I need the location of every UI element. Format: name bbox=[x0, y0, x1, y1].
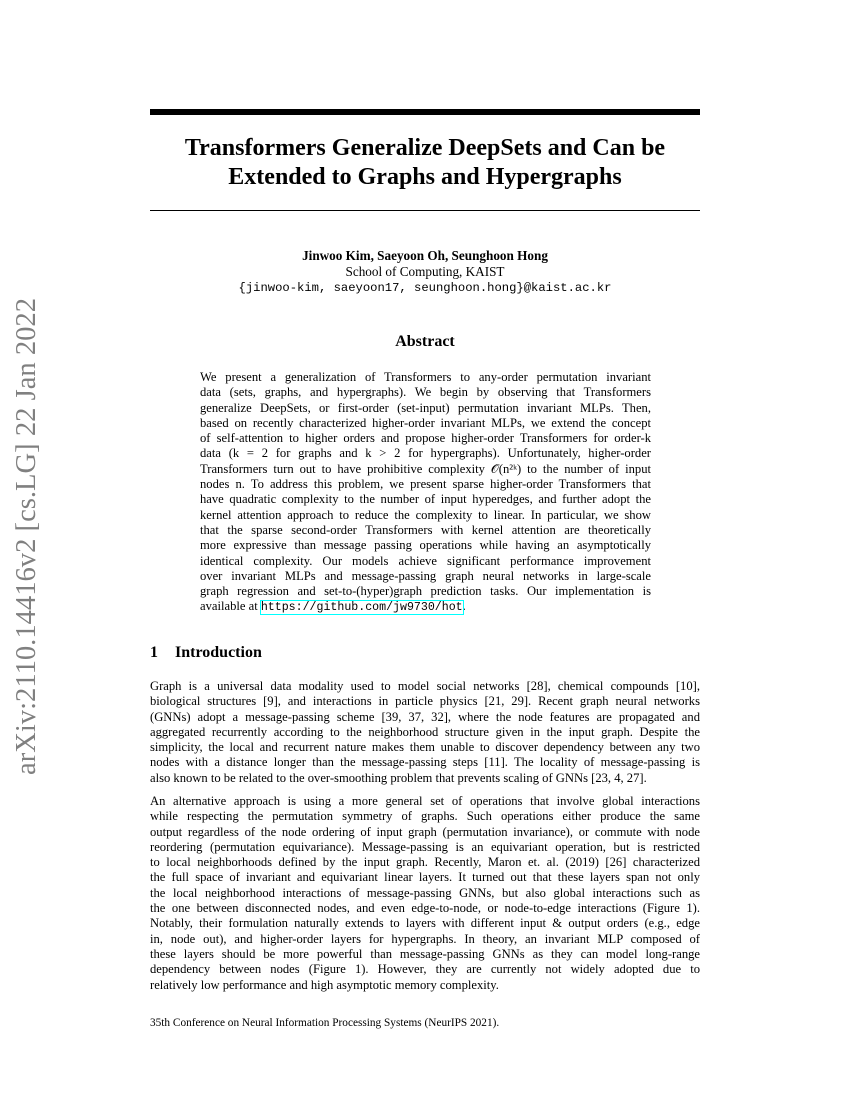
abstract-line: that the sparse second-order Transformers with kernel attention are theoretically bbox=[200, 522, 651, 537]
paragraph-line: dependency between nodes (Figure 1). However, they are currently not widely adopted due to bbox=[150, 962, 700, 977]
abstract-line: generalize DeepSets, or first-order (set-input) permutation invariant MLPs. Then, bbox=[200, 400, 651, 415]
abstract-line: over invariant MLPs and message-passing graph neural networks in large-scale bbox=[200, 568, 651, 583]
paragraph-line: (GNNs) adopt a message-passing scheme [39, 37, 32], where the node features are propagated and bbox=[150, 709, 700, 724]
intro-paragraph-1 bbox=[150, 679, 700, 786]
paragraph-line: output regardless of the node ordering of input graph (permutation invariance), or commute with node bbox=[150, 824, 700, 839]
paragraph-line: simplicity, the local and recurrent nature makes them unable to discover dependency between any two bbox=[150, 740, 700, 755]
abstract-body bbox=[200, 370, 651, 616]
paragraph-line: in, node out), and higher-order layers for hypergraphs. In theory, an invariant MLP composed of bbox=[150, 931, 700, 946]
conference-footer: 35th Conference on Neural Information Processing Systems (NeurIPS 2021). bbox=[150, 1017, 500, 1029]
paragraph-line: the one between disconnected nodes, and even edge-to-node, or node-to-edge interactions (Figure 1). bbox=[150, 901, 700, 916]
arxiv-identifier-stamp: arXiv:2110.14416v2 [cs.LG] 22 Jan 2022 bbox=[11, 297, 42, 775]
paragraph-line: Graph is a universal data modality used to model social networks [28], chemical compounds [10], bbox=[150, 679, 700, 693]
abstract-last-prefix: available at bbox=[200, 599, 261, 614]
paragraph-line: reordering (permutation equivariance). Message-passing is an equivariant operation, but is restricted bbox=[150, 839, 700, 854]
intro-paragraph-2 bbox=[150, 794, 700, 993]
abstract-last-suffix: . bbox=[462, 599, 466, 614]
abstract-line: based on recently characterized higher-order invariant MLPs, we extend the concept bbox=[200, 415, 651, 430]
title-line-1: Transformers Generalize DeepSets and Can be bbox=[184, 135, 666, 161]
paragraph-line: to local neighborhoods defined by the input graph. Recently, Maron et. al. (2019) [26] characterized bbox=[150, 855, 700, 870]
abstract-heading: Abstract bbox=[395, 333, 455, 350]
paragraph-line: the local neighborhood interactions of message-passing GNNs, but also global interactions such as bbox=[150, 885, 700, 900]
paper-title bbox=[150, 134, 700, 192]
paragraph-line: the full space of invariant and equivariant linear layers. It turned out that these layers span not only bbox=[150, 870, 700, 885]
paragraph-line: An alternative approach is using a more general set of operations that involve global interactions bbox=[150, 794, 700, 808]
abstract-line: Transformers turn out to have prohibitive complexity 𝒪(n²ᵏ) to the number of input bbox=[200, 461, 651, 476]
abstract-line: more expressive than message passing operations while having an asymptotically bbox=[200, 538, 651, 553]
title-top-rule bbox=[150, 109, 700, 115]
author-block bbox=[150, 248, 700, 296]
title-bottom-rule bbox=[150, 210, 700, 211]
author-emails: {jinwoo-kim, saeyoon17, seunghoon.hong}@kaist.ac.kr bbox=[238, 281, 612, 295]
paragraph-line: relatively low performance and high asymptotic memory complexity. bbox=[150, 977, 499, 992]
title-line-2: Extended to Graphs and Hypergraphs bbox=[228, 164, 622, 190]
paragraph-line: nodes with a distance longer than the message-passing steps [11]. The locality of message-passing is bbox=[150, 755, 700, 770]
paragraph-line: aggregated recurrently according to the neighborhood structure given in the input graph. Despite the bbox=[150, 724, 700, 739]
paragraph-line: while respecting the permutation symmetry of graphs. Such operations either produce the same bbox=[150, 809, 700, 824]
paragraph-line: Notably, their formulation naturally extends to layers with different input & output orders (e.g., edge bbox=[150, 916, 700, 931]
abstract-line: data (k = 2 for graphs and k > 2 for hypergraphs). Unfortunately, higher-order bbox=[200, 446, 651, 461]
abstract-line: of self-attention to higher orders and propose higher-order Transformers for order-k bbox=[200, 431, 651, 446]
abstract-line: nodes n. To address this problem, we present sparse higher-order Transformers that bbox=[200, 477, 651, 492]
section-heading-introduction bbox=[150, 644, 262, 662]
author-affiliation: School of Computing, KAIST bbox=[345, 264, 505, 279]
paragraph-line: also known to be related to the over-smoothing problem that prevents scaling of GNNs [23, 4, 27]. bbox=[150, 770, 647, 785]
author-names: Jinwoo Kim, Saeyoon Oh, Seunghoon Hong bbox=[302, 248, 548, 263]
section-number: 1 bbox=[150, 644, 158, 661]
paragraph-line: biological structures [9], and interactions in particle physics [21, 29]. Recent graph neural networks bbox=[150, 694, 700, 709]
abstract-line: We present a generalization of Transformers to any-order permutation invariant bbox=[200, 370, 651, 384]
abstract-line: graph regression and set-to-(hyper)graph prediction tasks. Our implementation is bbox=[200, 584, 651, 599]
abstract-line: identical complexity. Our models achieve significant performance improvement bbox=[200, 553, 651, 568]
section-title: Introduction bbox=[175, 644, 262, 661]
abstract-line: kernel attention approach to reduce the complexity to linear. In particular, we show bbox=[200, 507, 651, 522]
github-link[interactable]: https://github.com/jw9730/hot bbox=[260, 601, 463, 615]
paragraph-line: these layers should be more powerful than message-passing GNNs as they can model long-range bbox=[150, 946, 700, 961]
abstract-line: data (sets, graphs, and hypergraphs). We begin by observing that Transformers bbox=[200, 385, 651, 400]
abstract-line: have quadratic complexity to the number of input hyperedges, and further adopt the bbox=[200, 492, 651, 507]
abstract-last-line bbox=[200, 599, 651, 615]
